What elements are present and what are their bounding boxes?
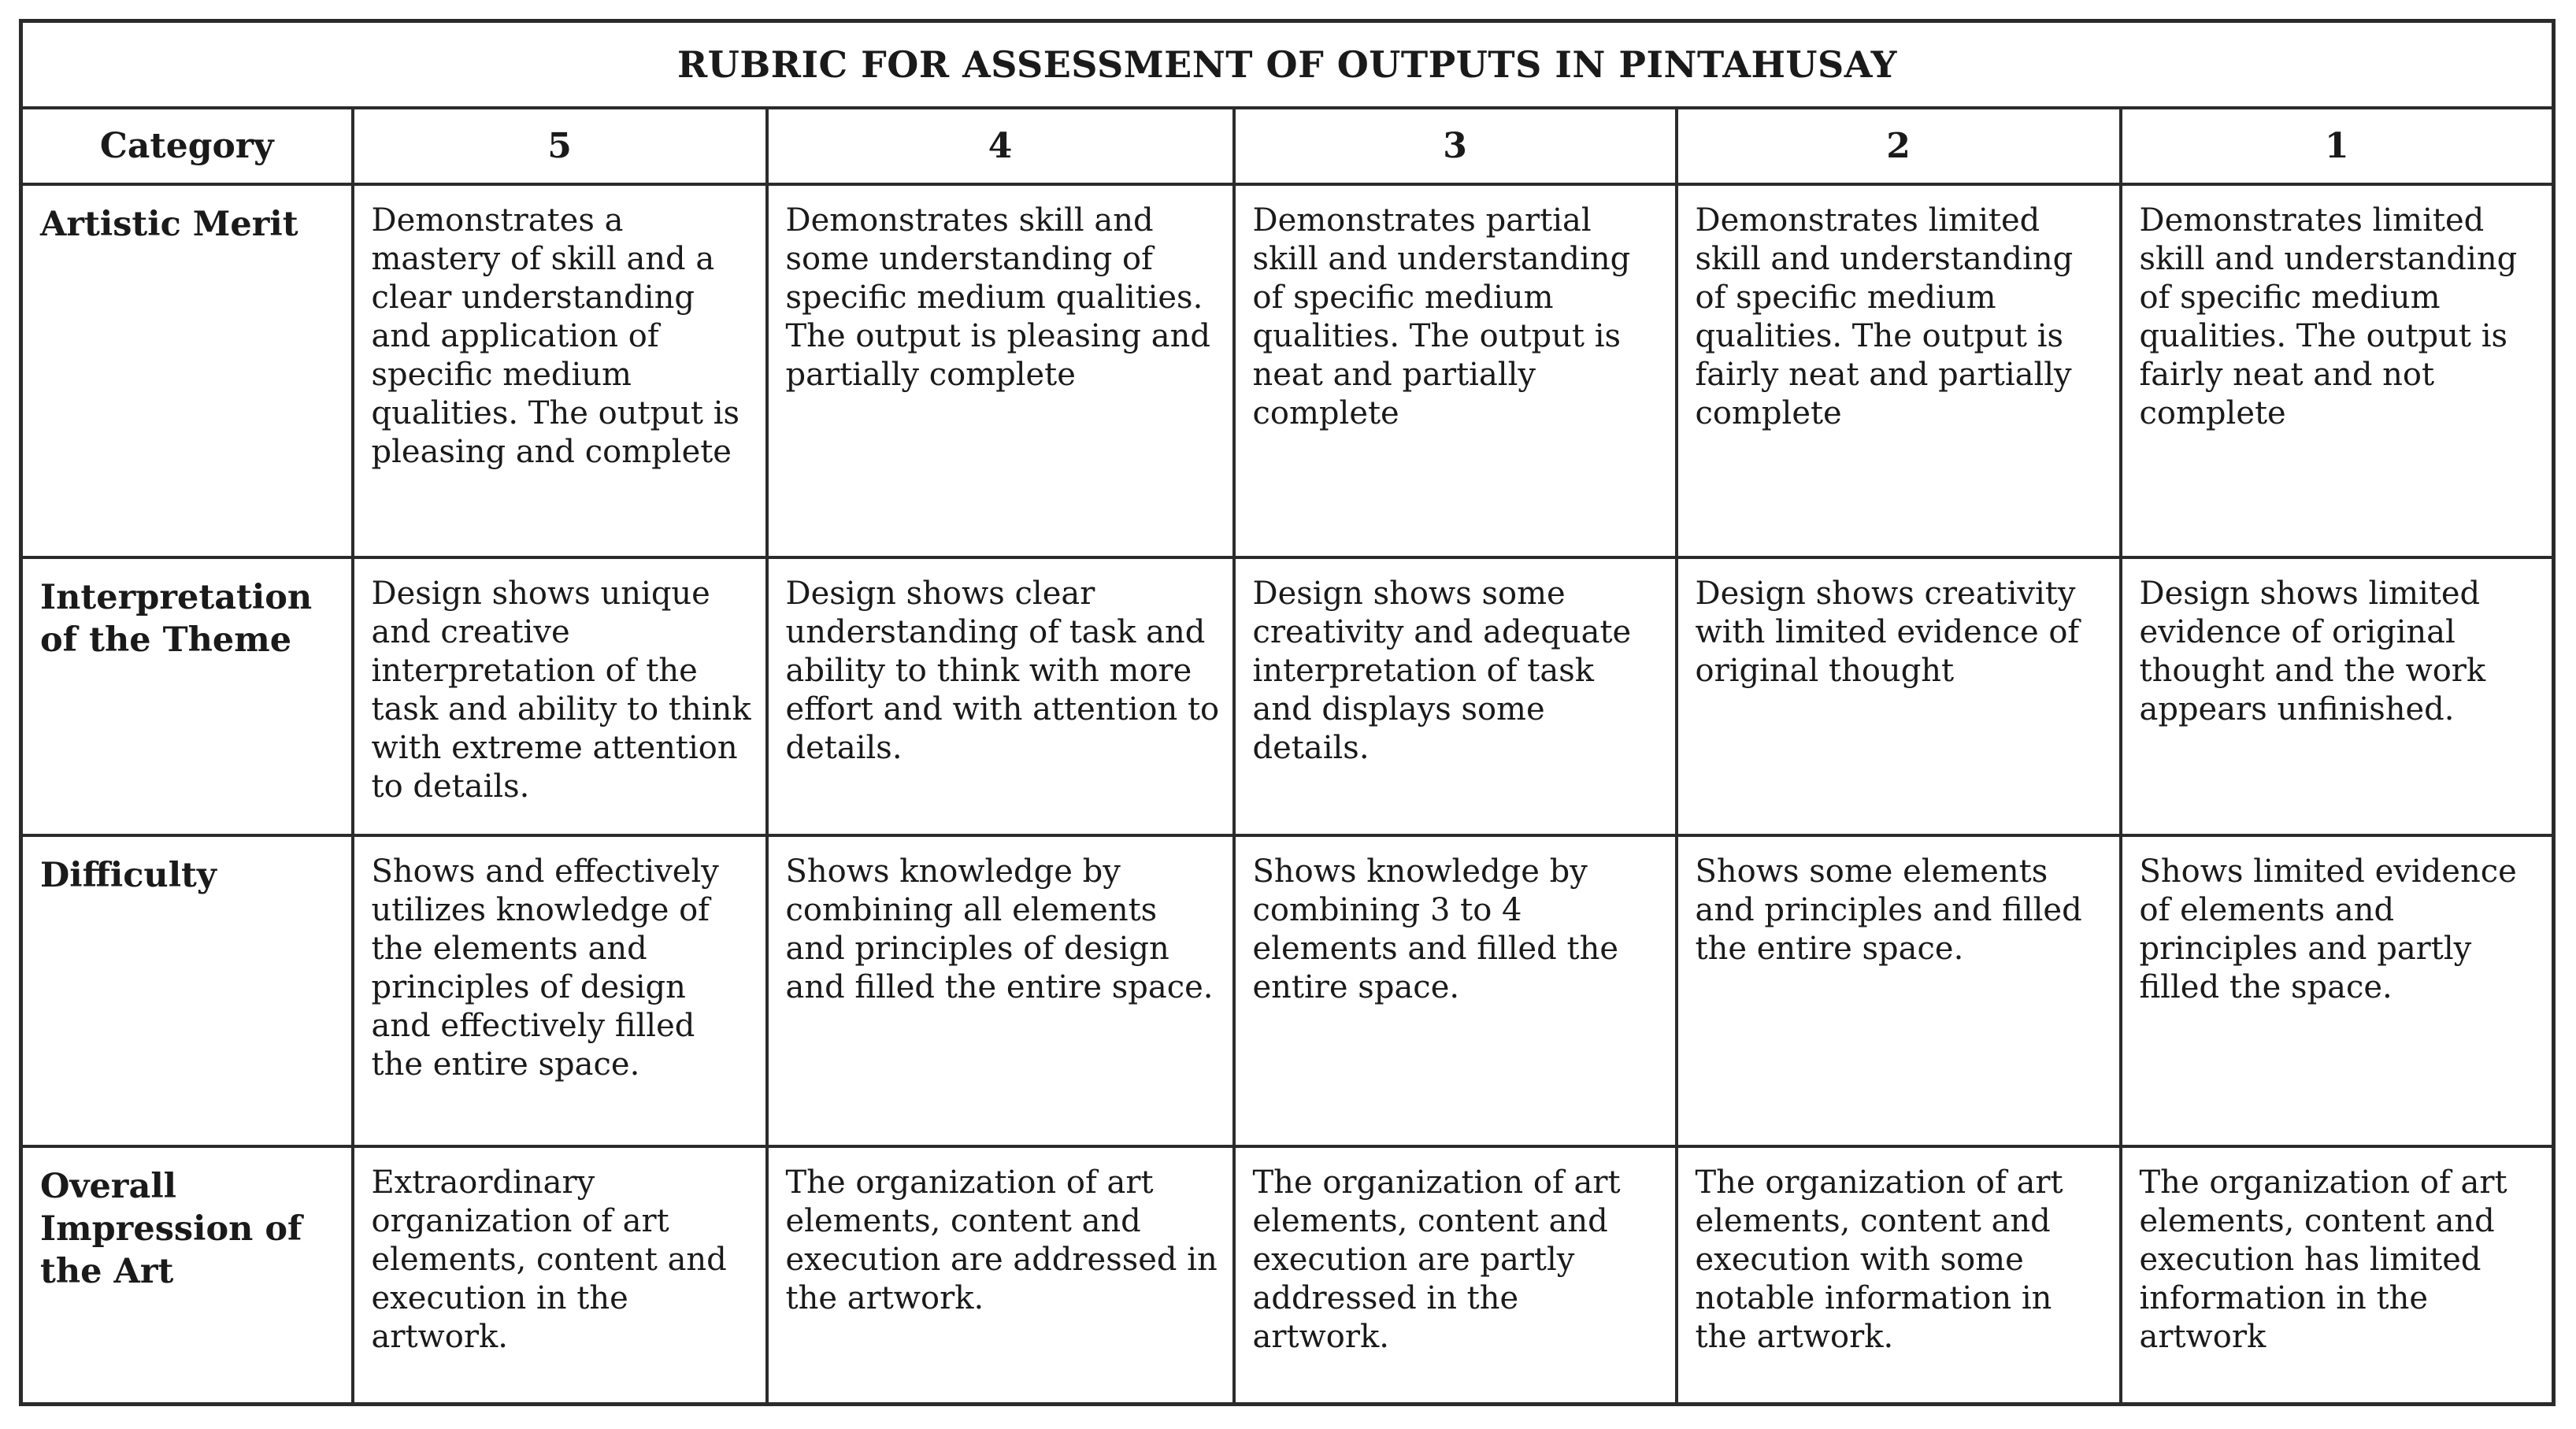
row-difficulty (21, 835, 2554, 1146)
header-row (21, 108, 2554, 183)
cell-difficulty-2: Shows some elements and principles and filled the entire space. (1677, 835, 2121, 1146)
cell-difficulty-3: Shows knowledge by combining 3 to 4 elements and filled the entire space. (1234, 835, 1677, 1146)
cell-interpretation-theme-3: Design shows some creativity and adequate interpretation of task and displays some details. (1234, 557, 1677, 835)
category-difficulty: Difficulty (21, 835, 353, 1146)
cell-difficulty-4: Shows knowledge by combining all elements and principles of design and filled the entire space. (767, 835, 1234, 1146)
cell-artistic-merit-2: Demonstrates limited skill and understanding of specific medium qualities. The output is fairly neat and partially complete (1677, 184, 2121, 557)
header-score-5: 5 (353, 108, 767, 183)
row-overall-impression (21, 1146, 2554, 1404)
category-overall-impression: Overall Impression of the Art (21, 1146, 353, 1404)
header-score-3: 3 (1234, 108, 1677, 183)
title-row (21, 21, 2554, 109)
cell-overall-impression-1: The organization of art elements, content and execution has limited information in the artwork (2121, 1146, 2554, 1404)
cell-interpretation-theme-5: Design shows unique and creative interpretation of the task and ability to think with extreme attention to details. (353, 557, 767, 835)
cell-overall-impression-3: The organization of art elements, content and execution are partly addressed in the artwork. (1234, 1146, 1677, 1404)
cell-artistic-merit-4: Demonstrates skill and some understanding of specific medium qualities. The output is pleasing and partially complete (767, 184, 1234, 557)
row-interpretation-theme (21, 557, 2554, 835)
cell-overall-impression-2: The organization of art elements, content and execution with some notable information in the artwork. (1677, 1146, 2121, 1404)
cell-artistic-merit-1: Demonstrates limited skill and understanding of specific medium qualities. The output is fairly neat and not complete (2121, 184, 2554, 557)
header-score-4: 4 (767, 108, 1234, 183)
rubric-title: RUBRIC FOR ASSESSMENT OF OUTPUTS IN PINTAHUSAY (21, 21, 2554, 109)
cell-interpretation-theme-1: Design shows limited evidence of original thought and the work appears unfinished. (2121, 557, 2554, 835)
header-score-1: 1 (2121, 108, 2554, 183)
header-category: Category (21, 108, 353, 183)
category-interpretation-theme: Interpretation of the Theme (21, 557, 353, 835)
cell-overall-impression-4: The organization of art elements, content and execution are addressed in the artwork. (767, 1146, 1234, 1404)
rubric-table (19, 19, 2556, 1406)
category-artistic-merit: Artistic Merit (21, 184, 353, 557)
cell-overall-impression-5: Extraordinary organization of art elements, content and execution in the artwork. (353, 1146, 767, 1404)
header-score-2: 2 (1677, 108, 2121, 183)
row-artistic-merit (21, 184, 2554, 557)
cell-artistic-merit-5: Demonstrates a mastery of skill and a clear understanding and application of specific medium qualities. The output is pleasing and complete (353, 184, 767, 557)
cell-interpretation-theme-2: Design shows creativity with limited evidence of original thought (1677, 557, 2121, 835)
cell-artistic-merit-3: Demonstrates partial skill and understanding of specific medium qualities. The output is neat and partially complete (1234, 184, 1677, 557)
cell-difficulty-5: Shows and effectively utilizes knowledge of the elements and principles of design and effectively filled the entire space. (353, 835, 767, 1146)
cell-difficulty-1: Shows limited evidence of elements and principles and partly filled the space. (2121, 835, 2554, 1146)
cell-interpretation-theme-4: Design shows clear understanding of task and ability to think with more effort and with attention to details. (767, 557, 1234, 835)
